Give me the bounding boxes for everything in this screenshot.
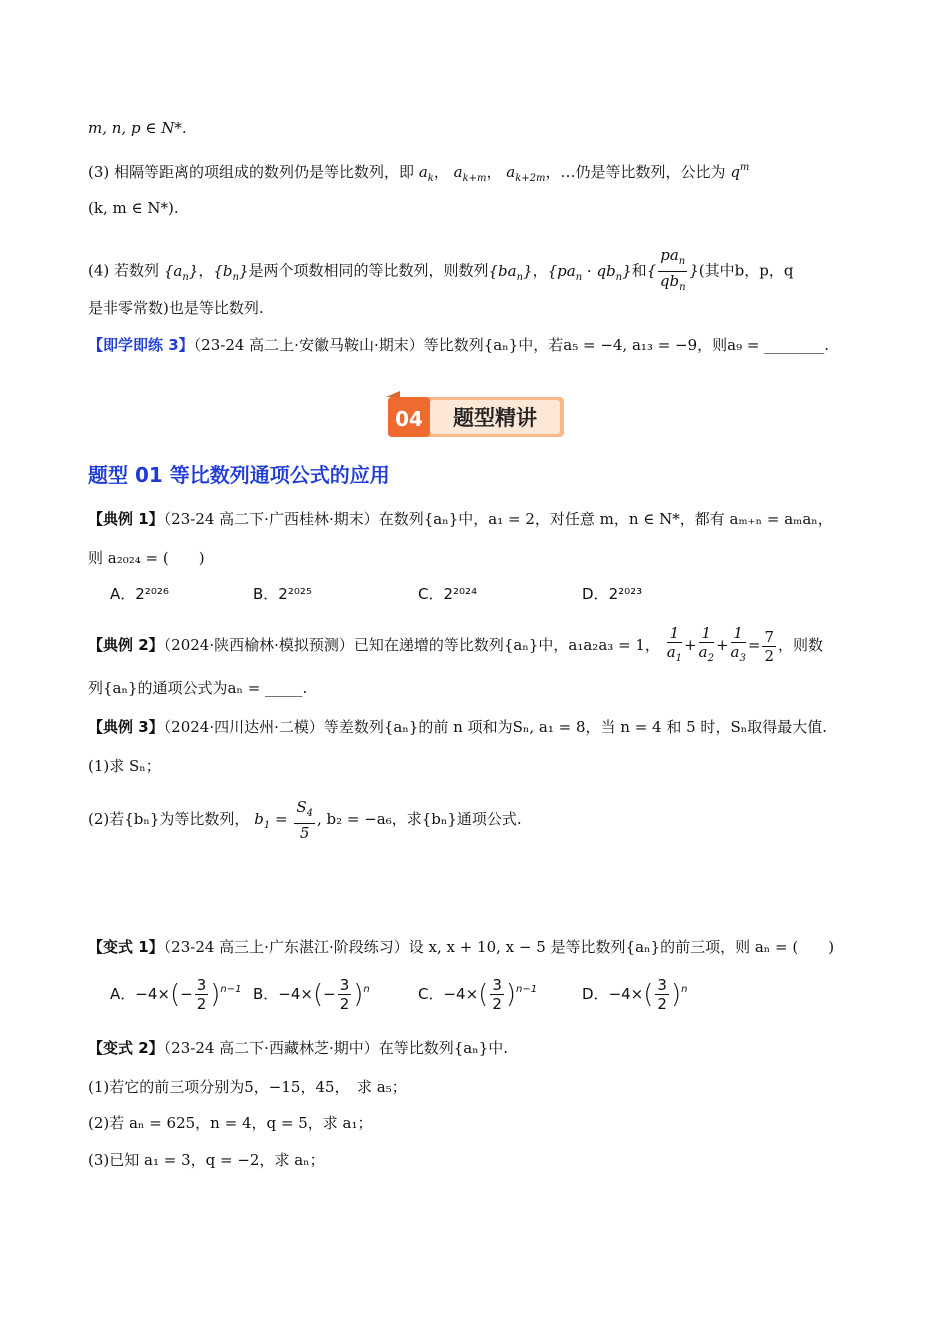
variant-1 [88, 936, 834, 958]
example-3-source: （2024·四川达州·二模） [163, 718, 324, 736]
example-1-option-b[interactable]: B．2²⁰²⁵ [253, 585, 312, 603]
example-2-source: （2024·陕西榆林·模拟预测） [163, 636, 354, 654]
variant-2-tag: 【变式 2】 [88, 1039, 164, 1057]
example-3-q1: (1)求 Sₙ； [88, 757, 161, 775]
example-1-option-d[interactable]: D．2²⁰²³ [582, 585, 643, 603]
property-3-lead: (3) 相隔等距离的项组成的数列仍是等比数列，即 [88, 163, 415, 181]
variant-2-q2: (2)若 aₙ = 625，n = 4，q = 5，求 a₁； [88, 1114, 373, 1132]
variant-2-text: 在等比数列{aₙ}中. [378, 1039, 509, 1057]
topic-01-title: 题型 01 等比数列通项公式的应用 [88, 463, 390, 487]
variant-1-option-c[interactable]: C．−4×( $\frac{3}{2}$ )$^{n-1}$ [418, 976, 538, 1013]
property-4-and: 和 [631, 261, 647, 280]
variant-1-option-a[interactable]: A．−4×(− $\frac{3}{2}$ )$^{n-1}$ [110, 976, 242, 1013]
section-banner [386, 391, 566, 439]
property-4: (4) 若数列 $\{a_n\}$，$\{b_n\}$是两个项数相同的等比数列，则数列$\{ba_n\}$，$\{pa_n \cdot qb_n\}$和{ $\frac{pa_n}{qb_n}$ }(其中b，p，q [88, 246, 794, 293]
variant-1-option-d[interactable]: D．−4×( $\frac{3}{2}$ )$^n$ [582, 976, 688, 1013]
practice-3-tag: 【即学即练 3】 [88, 336, 194, 354]
property-4-line2: 是非零常数)也是等比数列. [88, 299, 264, 317]
variant-1-source: （23-24 高三上·广东湛江·阶段练习） [163, 938, 409, 956]
variant-2 [88, 1037, 508, 1059]
banner-title: 题型精讲 [453, 406, 537, 430]
example-2-tail: ，则数 [777, 636, 823, 654]
example-2-line2: 列{aₙ}的通项公式为aₙ = _____. [88, 679, 308, 697]
property-3: (3) 相隔等距离的项组成的数列仍是等比数列，即 $a_k$， $a_{k+m}$， $a_{k+2m}$，…仍是等比数列，公比为 $q^m$ [88, 162, 750, 184]
practice-3-text: 等比数列{aₙ}中，若a₅ = −4, a₁₃ = −9，则a₉ = ________. [423, 336, 829, 354]
variant-1-option-b[interactable]: B．−4×(− $\frac{3}{2}$ )$^n$ [253, 976, 370, 1013]
example-1-line2: 则 a₂₀₂₄ = ( ) [88, 549, 205, 567]
property-3-mid: ，…仍是等比数列，公比为 [545, 163, 726, 181]
variant-2-q1: (1)若它的前三项分别为5，−15，45， 求 a₅； [88, 1078, 407, 1096]
example-1-option-c[interactable]: C．2²⁰²⁴ [418, 585, 478, 603]
variant-2-q3: (3)已知 a₁ = 3，q = −2，求 aₙ； [88, 1151, 325, 1169]
example-1 [88, 508, 833, 530]
example-3-q2: (2)若{bₙ}为等比数列， $b_1$ = $\frac{S_4}{5}$ , b₂ = −a₆，求{bₙ}通项公式. [88, 798, 522, 842]
property-4-lead: (4) 若数列 [88, 261, 160, 280]
example-2-tag: 【典例 2】 [88, 636, 164, 654]
example-1-tag: 【典例 1】 [88, 510, 164, 528]
example-3-tag: 【典例 3】 [88, 718, 164, 736]
example-1-text: 在数列{aₙ}中，a₁ = 2，对任意 m，n ∈ N*，都有 aₘ₊ₙ = aₘaₙ， [378, 510, 833, 528]
banner-number: 04 [395, 407, 423, 431]
example-3-q2-lead: (2)若{bₙ}为等比数列， [88, 810, 250, 828]
property-4-tail: (其中b，p，q [698, 261, 794, 280]
variant-2-source: （23-24 高二下·西藏林芝·期中） [163, 1039, 379, 1057]
example-3-text: 等差数列{aₙ}的前 n 项和为Sₙ, a₁ = 8，当 n = 4 和 5 时，Sₙ取得最大值. [323, 718, 827, 736]
property-tail: m, n, p ∈ N*. [88, 119, 187, 137]
variant-1-tag: 【变式 1】 [88, 938, 164, 956]
example-2: 【典例 2】（2024·陕西榆林·模拟预测）已知在递增的等比数列{aₙ}中，a₁a₂a₃ = 1， $\frac{1}{a_1}$ + $\frac{1}{a_2}$ + $\frac{1}{a_3}$ = $\frac{7}{2}$ ，则数 [88, 624, 823, 665]
example-1-option-a[interactable]: A．2²⁰²⁶ [110, 585, 169, 603]
practice-3 [88, 334, 829, 356]
example-3-q2-tail: , b₂ = −a₆，求{bₙ}通项公式. [316, 810, 522, 828]
example-1-source: （23-24 高二下·广西桂林·期末） [163, 510, 379, 528]
example-2-text: 已知在递增的等比数列{aₙ}中，a₁a₂a₃ = 1， [353, 636, 660, 654]
property-3-line2: (k, m ∈ N*). [88, 199, 179, 217]
variant-1-text: 设 x, x + 10, x − 5 是等比数列{aₙ}的前三项，则 aₙ = ( ) [408, 938, 835, 956]
practice-3-source: （23-24 高二上·安徽马鞍山·期末） [193, 336, 424, 354]
example-3 [88, 716, 827, 738]
property-4-mid: 是两个项数相同的等比数列，则数列 [248, 261, 489, 280]
